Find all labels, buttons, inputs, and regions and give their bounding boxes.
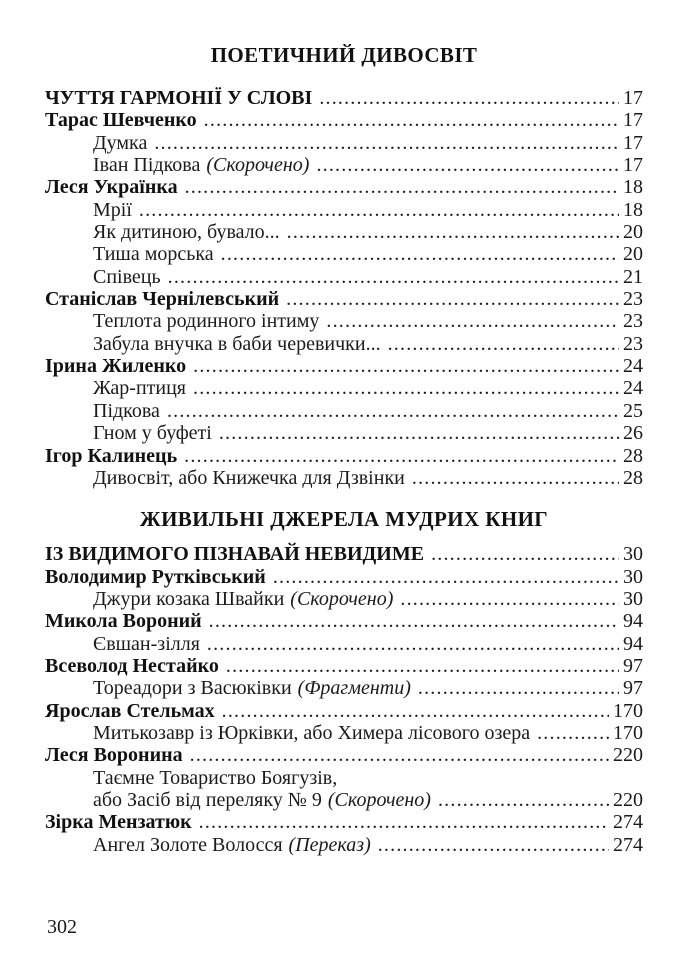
toc-entry-label: Всеволод Нестайко [45, 654, 219, 677]
toc-entry-note: (Скорочено) [327, 788, 431, 811]
toc-entry-label: або Засіб від переляку № 9 [93, 788, 322, 811]
toc-entry [45, 445, 643, 467]
toc-entry [45, 109, 643, 131]
toc-entry-label: Леся Воронина [45, 744, 183, 767]
dot-leader [316, 154, 619, 176]
toc-entry-label: Жар-птиця [93, 377, 187, 400]
toc-entry [45, 288, 643, 310]
toc-entry-note: (Скорочено) [290, 587, 394, 610]
toc-entry-page: 17 [623, 87, 643, 109]
toc-entry-label: Як дитиною, бувало... [93, 221, 280, 244]
toc-entry-note: (Переказ) [288, 833, 371, 856]
toc-entry-label: Дивосвіт, або Книжечка для Дзвінки [93, 466, 405, 489]
toc-entry-page: 20 [623, 221, 643, 244]
toc-entry [45, 154, 643, 176]
toc-entry-page: 97 [623, 677, 643, 700]
toc-entry-page: 18 [623, 176, 643, 199]
dot-leader [184, 445, 619, 467]
toc-entry-page: 30 [623, 587, 643, 610]
dot-leader [168, 266, 619, 288]
page-number: 302 [47, 916, 77, 938]
toc-entry-note: (Фрагменти) [297, 677, 411, 700]
toc-entry [45, 377, 643, 399]
toc-entry [45, 221, 643, 243]
toc-entry-label: Ярослав Стельмах [45, 699, 215, 722]
toc-entry [45, 700, 643, 722]
toc-entry-label: Євшан-зілля [93, 632, 200, 655]
dot-leader [273, 566, 619, 588]
toc-entry-note: (Скорочено) [206, 154, 310, 177]
toc-entry [45, 132, 643, 154]
dot-leader [438, 789, 609, 811]
toc-entry-label: Таємне Товариство Боягузів, [93, 766, 338, 789]
toc-entry-page: 23 [623, 332, 643, 355]
section-heading-prose: ЖИВИЛЬНІ ДЖЕРЕЛА МУДРИХ КНИГ [139, 507, 549, 532]
toc-entry [45, 744, 643, 766]
toc-entry-label: Ігор Калинець [45, 444, 178, 467]
toc-entry [45, 543, 643, 565]
toc-entry-label: Ангел Золоте Волосся [93, 833, 283, 856]
toc-entry [45, 610, 643, 632]
dot-leader [412, 467, 619, 489]
toc-entry-page: 17 [623, 154, 643, 177]
dot-leader [326, 310, 619, 332]
toc-entry [45, 333, 643, 355]
dot-leader [378, 834, 609, 856]
toc-entry-label: Митькозавр із Юрківки, або Химера лісового озера [93, 721, 531, 744]
toc-entry [45, 588, 643, 610]
toc-entry [45, 834, 643, 856]
toc-entry-label: Співець [93, 265, 161, 288]
toc-entry-page: 24 [623, 355, 643, 378]
toc-entry-label: Станіслав Чернілевський [45, 288, 280, 311]
toc-entry-label: Теплота родинного інтиму [93, 310, 320, 333]
dot-leader [537, 722, 609, 744]
toc-entry [45, 811, 643, 833]
dot-leader [207, 633, 619, 655]
toc-entry [45, 355, 643, 377]
toc-entry-label: Микола Вороний [45, 610, 202, 633]
dot-leader [139, 199, 619, 221]
toc-entry-label: Іван Підкова [93, 154, 201, 177]
toc-entry-page: 97 [623, 654, 643, 677]
toc-entry-page: 274 [613, 811, 643, 834]
toc-entry-page: 17 [623, 131, 643, 154]
dot-leader [418, 677, 619, 699]
toc-entry [45, 633, 643, 655]
dot-leader [204, 109, 619, 131]
toc-entry-page: 28 [623, 466, 643, 489]
toc-entry-label: Думка [93, 131, 148, 154]
section-heading-poetry: ПОЕТИЧНИЙ ДИВОСВІТ [210, 43, 478, 67]
dot-leader [193, 377, 619, 399]
dot-leader [193, 355, 619, 377]
toc-entry [45, 566, 643, 588]
toc-entry-label: ЧУТТЯ ГАРМОНІЇ У СЛОВІ [45, 87, 313, 109]
toc-entry-label: Ірина Жиленко [45, 355, 187, 378]
toc-entry-page: 20 [623, 243, 643, 266]
toc-entry-page: 18 [623, 198, 643, 221]
toc-entry [45, 789, 643, 811]
toc-entry-page: 94 [623, 610, 643, 633]
toc-list-poetry [45, 87, 643, 489]
dot-leader [219, 422, 619, 444]
dot-leader [221, 243, 619, 265]
toc-entry-page: 170 [613, 699, 643, 722]
toc-entry-label: Зірка Мензатюк [45, 811, 192, 834]
toc-entry-page: 28 [623, 444, 643, 467]
toc-entry [45, 655, 643, 677]
toc-entry [45, 767, 643, 789]
toc-entry-label: Тарас Шевченко [45, 109, 197, 132]
toc-entry-label: Леся Українка [45, 176, 178, 199]
dot-leader [185, 176, 619, 198]
toc-entry [45, 243, 643, 265]
toc-entry-page: 220 [613, 744, 643, 767]
toc-entry-label: ІЗ ВИДИМОГО ПІЗНАВАЙ НЕВИДИМЕ [45, 543, 425, 566]
toc-entry [45, 400, 643, 422]
toc-entry [45, 310, 643, 332]
toc-entry-page: 170 [613, 721, 643, 744]
dot-leader [190, 744, 609, 766]
toc-entry-page: 24 [623, 377, 643, 400]
dot-leader [287, 221, 619, 243]
toc-entry-label: Мрії [93, 198, 132, 221]
toc-entry [45, 422, 643, 444]
toc-entry-page: 21 [623, 265, 643, 288]
toc-entry-page: 94 [623, 632, 643, 655]
toc-entry-page: 220 [613, 788, 643, 811]
toc-entry-page: 23 [623, 288, 643, 311]
toc-entry [45, 266, 643, 288]
toc-entry-label: Підкова [93, 399, 160, 422]
dot-leader [167, 400, 619, 422]
toc-entry-label: Гном у буфеті [93, 422, 212, 445]
toc-entry [45, 722, 643, 744]
toc-entry-page: 17 [623, 109, 643, 132]
toc-entry-page: 23 [623, 310, 643, 333]
toc-entry [45, 176, 643, 198]
dot-leader [286, 288, 619, 310]
toc-list-prose [45, 543, 643, 856]
toc-entry-label: Тореадори з Васюківки [93, 677, 292, 700]
toc-entry-label: Володимир Рутківський [45, 565, 266, 588]
dot-leader [400, 588, 619, 610]
dot-leader [431, 543, 619, 565]
toc-entry-label: Забула внучка в баби черевички... [93, 332, 381, 355]
toc-entry-label: Тиша морська [93, 243, 214, 266]
toc-entry [45, 677, 643, 699]
toc-entry [45, 199, 643, 221]
dot-leader [199, 811, 609, 833]
toc-entry-page: 25 [623, 399, 643, 422]
toc-entry-page: 30 [623, 565, 643, 588]
toc-entry-label: Джури козака Швайки [93, 587, 285, 610]
toc-entry-page: 26 [623, 422, 643, 445]
toc-entry [45, 87, 643, 109]
toc-entry-page: 274 [613, 833, 643, 856]
dot-leader [154, 132, 619, 154]
dot-leader [226, 655, 619, 677]
dot-leader [209, 610, 619, 632]
dot-leader [388, 333, 619, 355]
dot-leader [222, 700, 609, 722]
toc-entry [45, 467, 643, 489]
dot-leader [319, 87, 619, 109]
toc-entry-page: 30 [623, 543, 643, 566]
